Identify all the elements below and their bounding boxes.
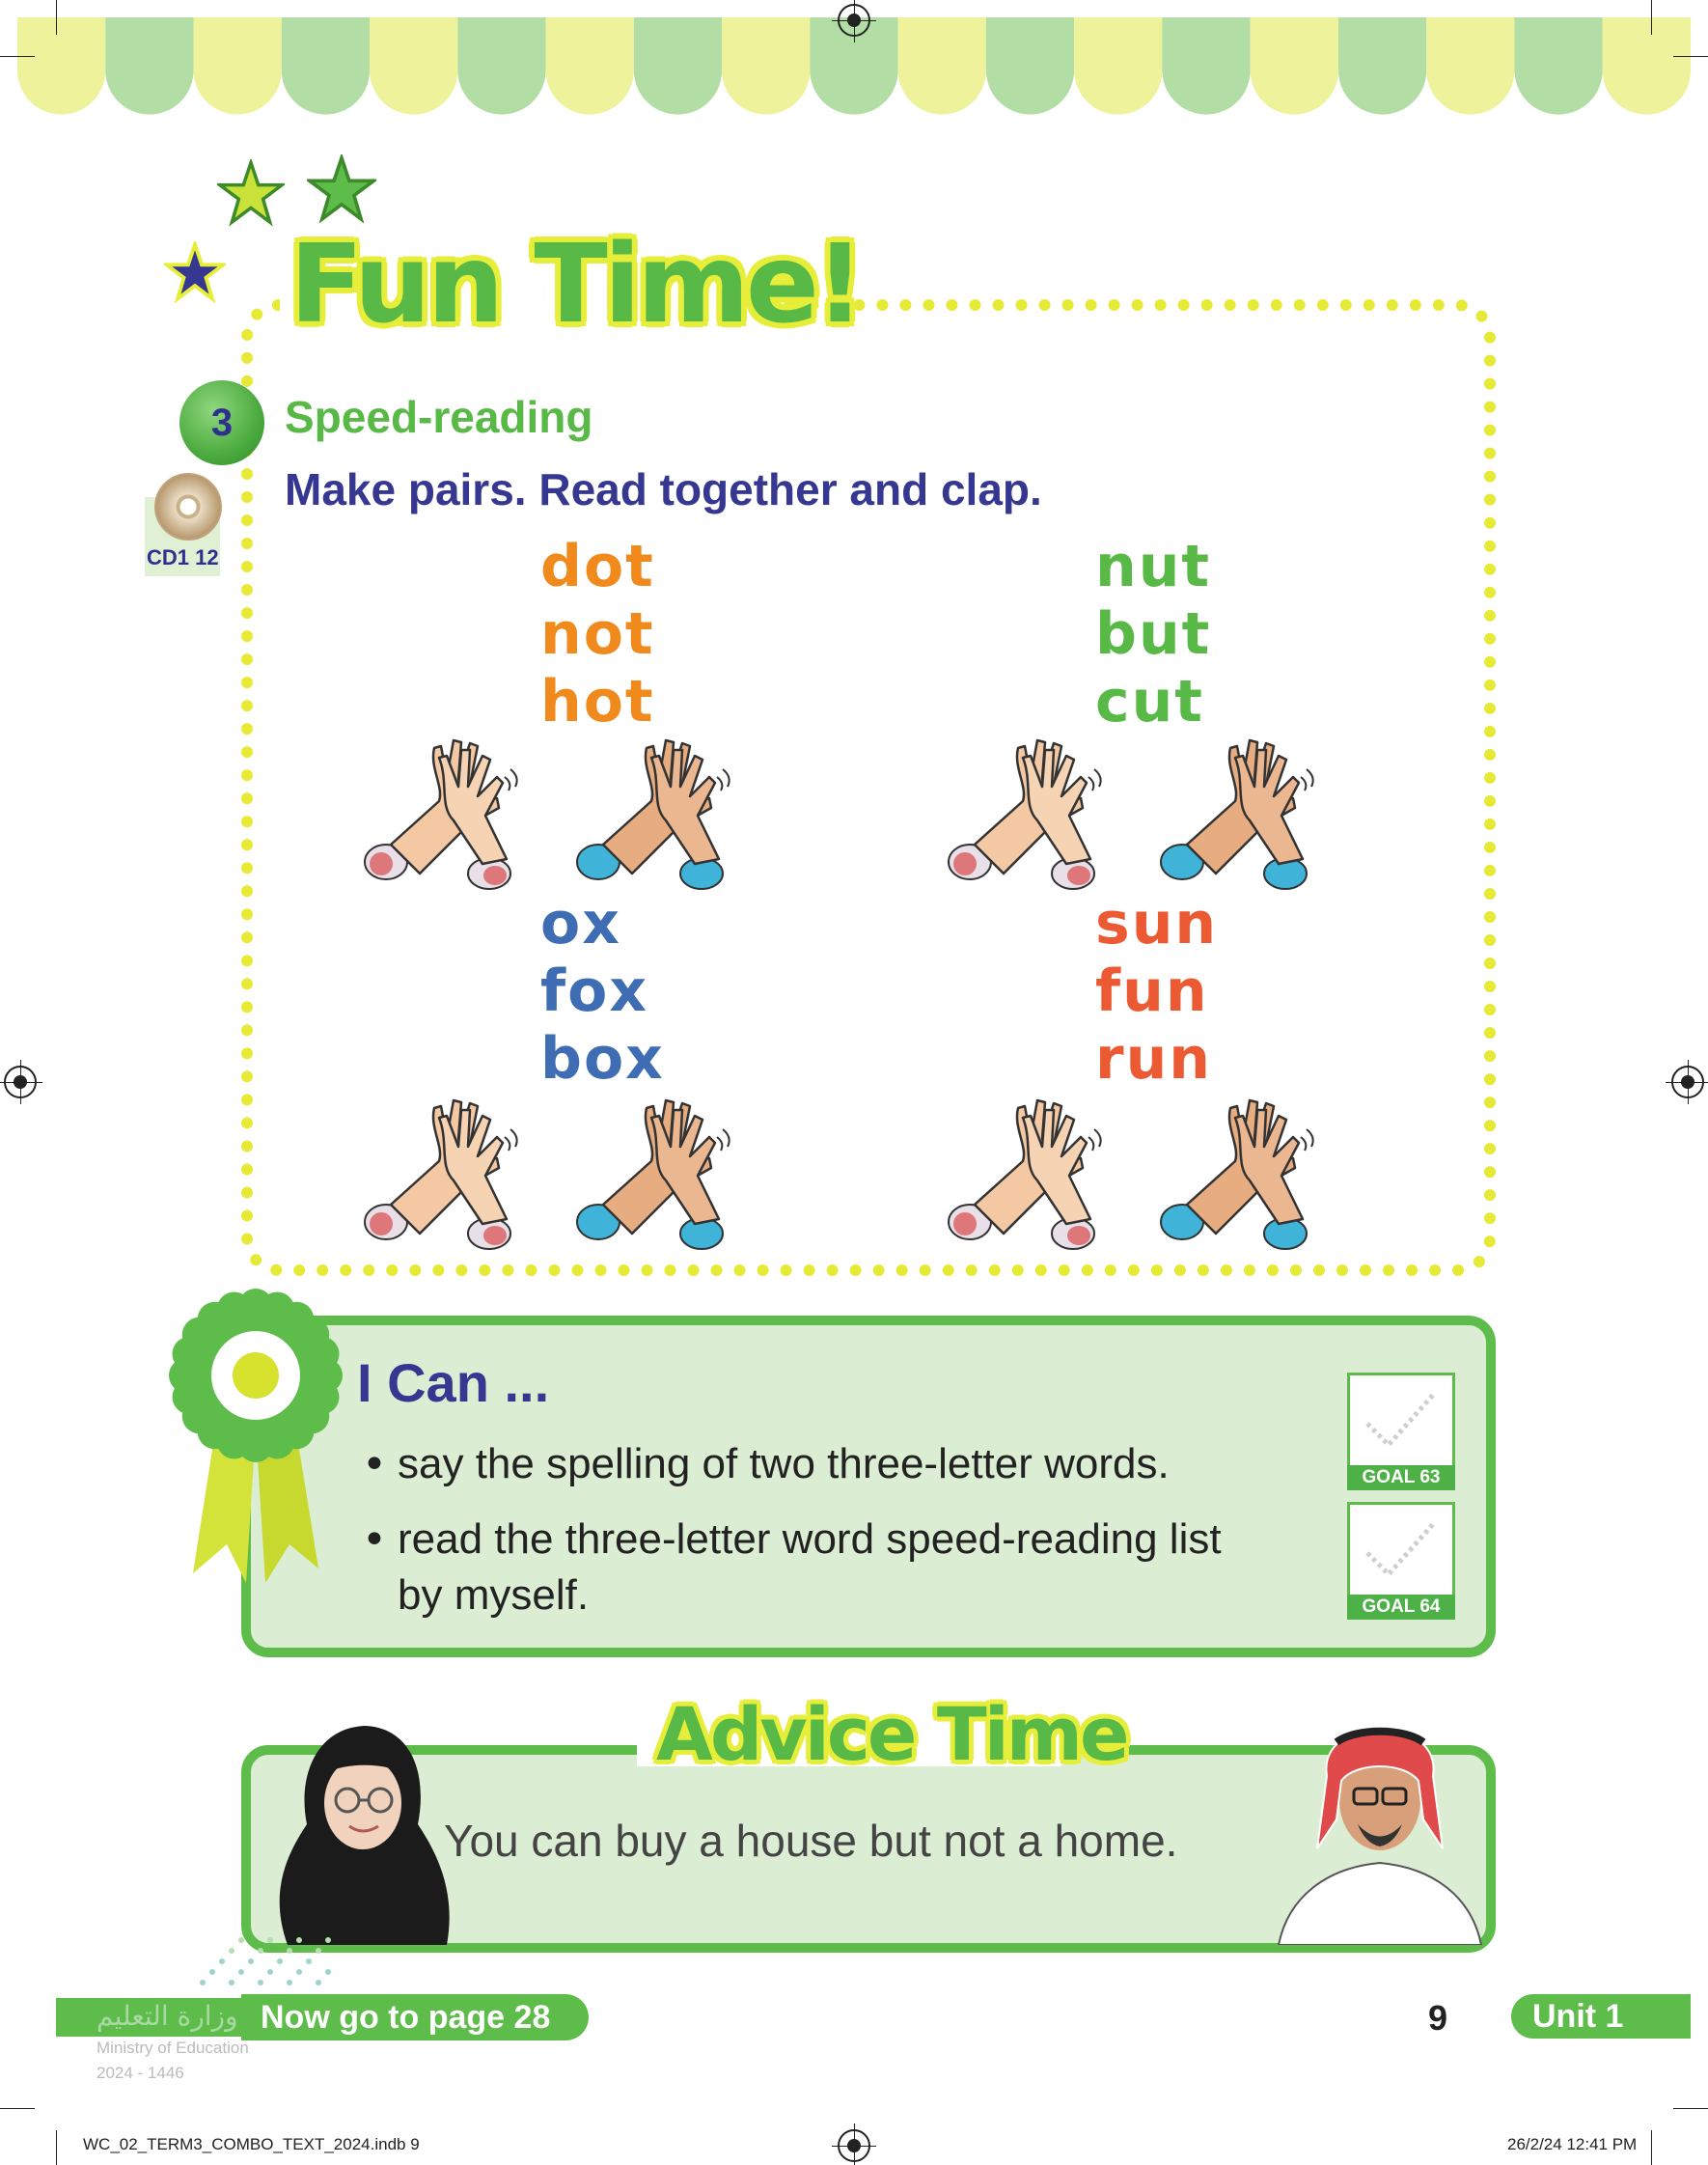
goal-label: GOAL 63 [1347,1465,1455,1490]
logo-dot [296,1969,302,1975]
star-icon [307,154,376,224]
word-item: fox [540,958,649,1025]
star-icon [164,241,226,303]
clapping-hands-icon [946,729,1361,893]
exercise-number-badge [179,380,264,465]
awning-scallop [546,17,634,115]
registration-mark-icon [1671,1066,1704,1098]
i-can-item: say the spelling of two three-letter words. [398,1440,1170,1487]
clapping-hands-icon [362,1089,777,1253]
exercise-number: 3 [210,401,234,444]
awning-scallop [1074,17,1162,115]
print-slug-file: WC_02_TERM3_COMBO_TEXT_2024.indb 9 [83,2135,420,2153]
i-can-item-continuation: by myself. [398,1571,590,1619]
logo-dot [238,1969,244,1975]
awning-scallop [986,17,1074,115]
ministry-logo-icon [174,1930,347,1998]
logo-dot [267,1969,273,1975]
exercise-instruction: Make pairs. Read together and clap. [285,464,1042,514]
crop-mark [1651,2130,1652,2165]
page-title: Fun Time! [289,222,861,347]
crop-mark [56,2130,57,2165]
crop-mark [1673,56,1708,57]
man-teacher-icon [1269,1704,1491,1945]
i-can-title: I Can ... [357,1352,550,1413]
awning-scallop [1603,17,1691,115]
word-item: nut [1095,533,1212,600]
i-can-item: read the three-letter word speed-reading list [398,1515,1222,1563]
word-item: cut [1095,668,1204,736]
page-number: 9 [1428,1998,1448,2038]
crop-mark [0,56,35,57]
cd-icon[interactable] [154,473,222,541]
awning-scallop [1338,17,1426,115]
logo-dot [258,1980,263,1985]
logo-dot [325,1969,331,1975]
goal-checkbox[interactable] [1347,1373,1455,1490]
bullet-icon: • [362,1515,387,1565]
clapping-hands-icon [946,1089,1361,1253]
registration-mark-icon [838,4,870,37]
exercise-title: Speed-reading [285,392,593,442]
awning-scallop [370,17,457,115]
logo-dot [287,1980,292,1985]
star-icon [217,159,285,227]
awning-scallop [105,17,193,115]
awning-scallop [17,17,105,115]
logo-dot [316,1980,321,1985]
word-item: box [540,1025,665,1093]
awning-scallop [194,17,282,115]
bullet-icon: • [362,1440,387,1489]
ministry-arabic-text: وزارة التعليم [96,2000,238,2032]
registration-mark-icon [838,2129,870,2162]
word-item: fun [1095,958,1209,1025]
audio-track-label: CD1 12 [147,545,219,569]
word-item: run [1095,1025,1213,1093]
next-page-link[interactable]: Now go to page 28 [241,1994,589,2040]
awning-scallop [722,17,810,115]
award-rosette-icon [150,1284,362,1593]
awning-scallop [282,17,370,115]
awning-scallop [1251,17,1338,115]
logo-dot [209,1969,215,1975]
logo-dot [229,1948,234,1954]
woman-teacher-icon [249,1718,471,1945]
crop-mark [1651,0,1652,35]
word-item: ox [540,890,621,958]
awning-scallop [457,17,545,115]
print-slug-date: 26/2/24 12:41 PM [1507,2135,1638,2153]
clapping-hands-icon [362,729,777,893]
unit-label: Unit 1 [1511,1994,1691,2039]
ministry-english-text: Ministry of Education [96,2039,249,2057]
goal-label: GOAL 64 [1347,1595,1455,1620]
logo-dot [325,1937,331,1943]
advice-title: Advice Time [656,1691,1127,1777]
ministry-year: 2024 - 1446 [96,2064,184,2082]
logo-dot [258,1948,263,1954]
logo-dot [248,1958,254,1964]
word-item: sun [1095,890,1219,958]
logo-dot [229,1980,234,1985]
crop-mark [1673,2108,1708,2109]
word-item: not [540,600,655,668]
logo-dot [296,1937,302,1943]
awning-scallop [1426,17,1514,115]
crop-mark [56,0,57,35]
logo-dot [287,1948,292,1954]
goal-checkbox[interactable] [1347,1502,1455,1620]
registration-mark-icon [4,1066,37,1098]
logo-dot [267,1937,273,1943]
logo-dot [200,1980,206,1985]
word-item: but [1095,600,1212,668]
logo-dot [306,1958,312,1964]
awning-scallop [1514,17,1602,115]
logo-dot [316,1948,321,1954]
logo-dot [219,1958,225,1964]
advice-text: You can buy a house but not a home. [444,1816,1178,1866]
crop-mark [0,2108,35,2109]
awning-scallop [634,17,722,115]
word-item: dot [540,533,655,600]
logo-dot [238,1937,244,1943]
awning-scallop [1162,17,1250,115]
awning-scallop [898,17,986,115]
word-item: hot [540,668,655,736]
logo-dot [277,1958,283,1964]
